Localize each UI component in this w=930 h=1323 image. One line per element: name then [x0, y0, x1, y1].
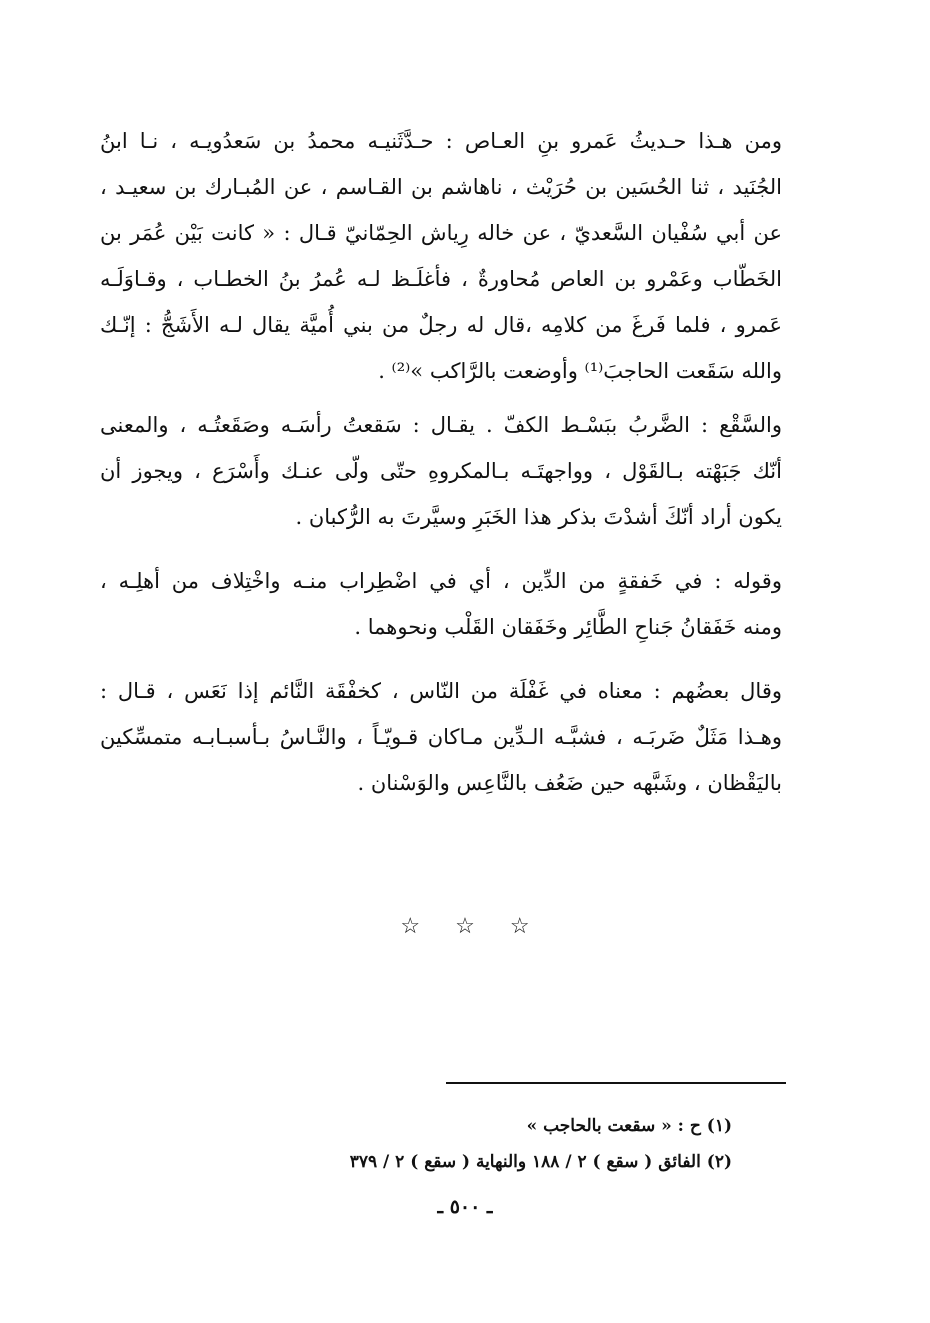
text-line: باليَقْظان ، وشَبَّهه حين ضَعُف بالنَّاعِس والوَسْنان . — [357, 771, 782, 795]
text-line: وقوله : في خَفقةٍ من الدِّين ، أي في اضْطِراب منـه واخْتِلاف من أهلِـه ، — [100, 569, 782, 593]
text-line: يكون أراد أنّكَ أشدْتَ بذكر هذا الخَبَرِ وسيَّرتَ به الرُّكبان . — [295, 505, 782, 529]
text-line: الجُنَيد ، ثنا الحُسَين بن حُرَيْث ، ناهاشم بن القـاسم ، عن المُبـارك بن سعيـد ، — [100, 175, 782, 199]
paragraph-4 — [100, 668, 782, 806]
text-line: والسَّقْع : الضَّربُ ببَسْـط الكفّ . يقـال : سَقعتُ رأسَـه وصَقَعتُـه ، والمعنى — [100, 413, 782, 437]
footnote-1: (١) ح : « سقعت بالحاجب » — [526, 1116, 732, 1136]
section-separator — [0, 914, 930, 939]
paragraph-3 — [100, 558, 782, 650]
text-line: ومن هـذا حـديثُ عَمرو بنِ العـاص : حـدَّثَنيـه محمدُ بن سَعدُويـه ، نـا ابنُ — [100, 129, 782, 153]
star-icon: ☆ — [455, 914, 475, 939]
footnotes — [172, 1108, 732, 1180]
footnote-divider — [446, 1082, 786, 1084]
page-number: ـ ٥٠٠ ـ — [437, 1196, 493, 1218]
text-line: والله سَقَعت الحاجبَ⁽¹⁾ وأوضعت بالرَّاكب »⁽²⁾ . — [378, 359, 782, 383]
footnote-2: (٢) الفائق ( سقع ) ٢ / ١٨٨ والنهاية ( سقع ) ٢ / ٣٧٩ — [349, 1152, 732, 1172]
star-icon: ☆ — [509, 914, 530, 939]
text-line: وهـذا مَثَلٌ ضَربَـه ، فشبَّـه الـدِّين مـاكان قـويّـاً ، والنَّـاسُ بـأسبـابـه متمسِّكين — [100, 725, 782, 749]
star-icon: ☆ — [400, 914, 421, 939]
paragraph-1 — [100, 118, 782, 394]
text-line: أنّك جَبَهْته بـالقَوْل ، وواجهتَـه بـالمكروهِ حتّى ولّى عنـك وأَسْرَع ، ويجوز أن — [100, 459, 782, 483]
text-line: ومنه خَفَقانُ جَناحِ الطَّائِر وخَفَقان القَلْب ونحوهما . — [354, 615, 782, 639]
text-line: عن أبي سُفْيان السَّعديّ ، عن خاله رِياش الحِمّانيّ قـال : « كانت بَيْن عُمَر بن — [100, 221, 782, 245]
text-line: وقال بعضُهم : معناه في غَفْلَة من النّاس ، كخفْقَة النَّائم إذا نَعَس ، قـال : — [100, 679, 782, 703]
text-line: الخَطّاب وعَمْرو بن العاص مُحاورةٌ ، فأغلَـظ لـه عُمرُ بنُ الخطـاب ، وقـاوَلَـه — [100, 267, 782, 291]
paragraph-2 — [100, 402, 782, 540]
text-line: عَمرو ، فلما فَرغَ من كلامِه ،قال له رجلٌ من بني أُميَّة يقال لـه الأَشَجُّ : إنّـك — [100, 313, 782, 337]
